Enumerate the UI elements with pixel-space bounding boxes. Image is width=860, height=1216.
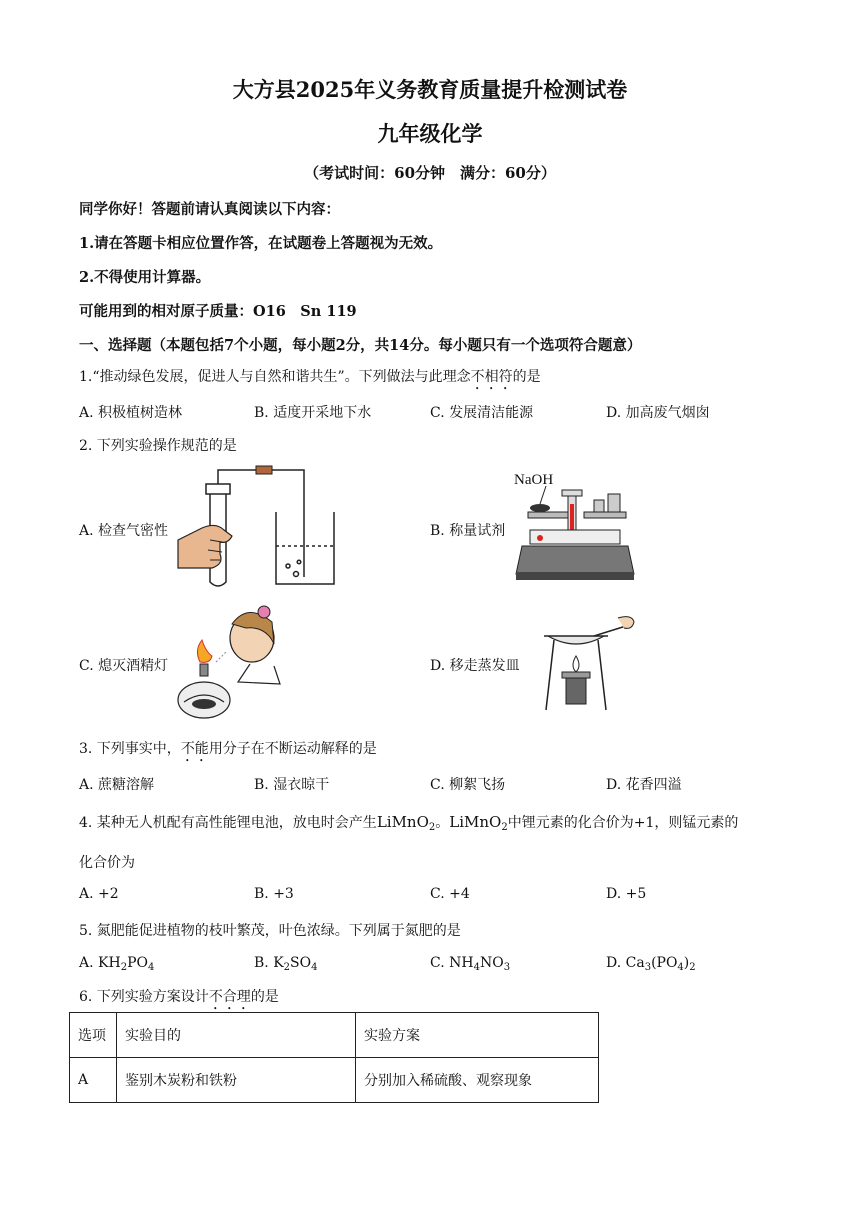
q4-option-b: B. +3 bbox=[254, 886, 294, 902]
exam-subject: 九年级化学 bbox=[377, 121, 483, 146]
table-row bbox=[70, 1058, 599, 1103]
table-header-cell: 选项 bbox=[70, 1013, 117, 1058]
table-cell: 鉴别木炭粉和铁粉 bbox=[117, 1058, 356, 1103]
q6-table bbox=[69, 1012, 599, 1103]
q1-option-b: B. 适度开采地下水 bbox=[254, 405, 372, 421]
q2-option-b: B. 称量试剂 bbox=[430, 523, 506, 539]
q5-option-c: C. $NH_4NO_3$ bbox=[430, 955, 511, 973]
exam-meta: （考试时间：60分钟 满分：60分） bbox=[304, 164, 556, 182]
q4-option-c: C. +4 bbox=[430, 886, 470, 902]
q6-stem: 6. 下列实验方案设计不合理的是 bbox=[79, 989, 279, 1005]
intro-greeting: 同学你好！答题前请认真阅读以下内容： bbox=[79, 201, 340, 218]
q5-stem: 5. 氮肥能促进植物的枝叶繁茂，叶色浓绿。下列属于氮肥的是 bbox=[79, 923, 461, 939]
q1-stem: 1.“推动绿色发展，促进人与自然和谐共生”。下列做法与此理念不相符的是 bbox=[79, 369, 541, 385]
section-1-heading: 一、选择题（本题包括7个小题，每小题2分，共14分。每小题只有一个选项符合题意） bbox=[79, 337, 642, 354]
q3-option-a: A. 蔗糖溶解 bbox=[79, 777, 155, 793]
q2-stem: 2. 下列实验操作规范的是 bbox=[79, 438, 237, 454]
atomic-masses: 可能用到的相对原子质量：O16 Sn 119 bbox=[79, 303, 357, 320]
intro-rule-1: 1.请在答题卡相应位置作答，在试题卷上答题视为无效。 bbox=[79, 235, 443, 252]
q4-formula-2: LiMnO$_2$ bbox=[449, 813, 508, 833]
q2-option-a: A. 检查气密性 bbox=[79, 523, 169, 539]
extinguish-lamp-figure bbox=[176, 604, 286, 722]
q1-emphasis: 不相符 bbox=[470, 369, 513, 385]
q4-stem: 4. 某种无人机配有高性能锂电池，放电时会产生LiMnO$_2$。LiMnO$_2$中锂元素的化合价为+1，则锰元素的 bbox=[79, 813, 739, 833]
q4-stem-continued: 化合价为 bbox=[79, 855, 135, 871]
weighing-reagent-figure bbox=[510, 464, 638, 582]
q3-emphasis: 不能 bbox=[180, 741, 209, 757]
q3-option-b: B. 湿衣晾干 bbox=[254, 777, 330, 793]
q5-option-a: A. $KH_2PO_4$ bbox=[79, 955, 155, 973]
q2-option-d: D. 移走蒸发皿 bbox=[430, 658, 520, 674]
exam-title: 大方县2025年义务教育质量提升检测试卷 bbox=[232, 77, 628, 102]
table-cell: 分别加入稀硫酸、观察现象 bbox=[356, 1058, 599, 1103]
q3-option-d: D. 花香四溢 bbox=[606, 777, 682, 793]
q2-option-c: C. 熄灭酒精灯 bbox=[79, 658, 169, 674]
q5-option-d: D. $Ca_3(PO_4)_2$ bbox=[606, 955, 696, 973]
evaporating-dish-figure bbox=[540, 612, 636, 714]
table-header-cell: 实验方案 bbox=[356, 1013, 599, 1058]
naoh-label: NaOH bbox=[514, 472, 554, 488]
q4-option-d: D. +5 bbox=[606, 886, 647, 902]
q4-formula-1: LiMnO$_2$ bbox=[376, 813, 436, 833]
q1-option-c: C. 发展清洁能源 bbox=[430, 405, 534, 421]
q1-option-a: A. 积极植树造林 bbox=[79, 405, 183, 421]
q6-emphasis: 不合理 bbox=[208, 989, 251, 1005]
airtightness-check-figure bbox=[176, 462, 356, 590]
q1-option-d: D. 加高废气烟囱 bbox=[606, 405, 710, 421]
q3-option-c: C. 柳絮飞扬 bbox=[430, 777, 506, 793]
q5-option-b: B. $K_2SO_4$ bbox=[254, 955, 318, 973]
table-header-row bbox=[70, 1013, 599, 1058]
table-header-cell: 实验目的 bbox=[117, 1013, 356, 1058]
intro-rule-2: 2.不得使用计算器。 bbox=[79, 269, 211, 286]
q3-stem: 3. 下列事实中，不能用分子在不断运动解释的是 bbox=[79, 741, 377, 757]
q4-option-a: A. +2 bbox=[79, 886, 119, 902]
table-cell: A bbox=[70, 1058, 117, 1103]
